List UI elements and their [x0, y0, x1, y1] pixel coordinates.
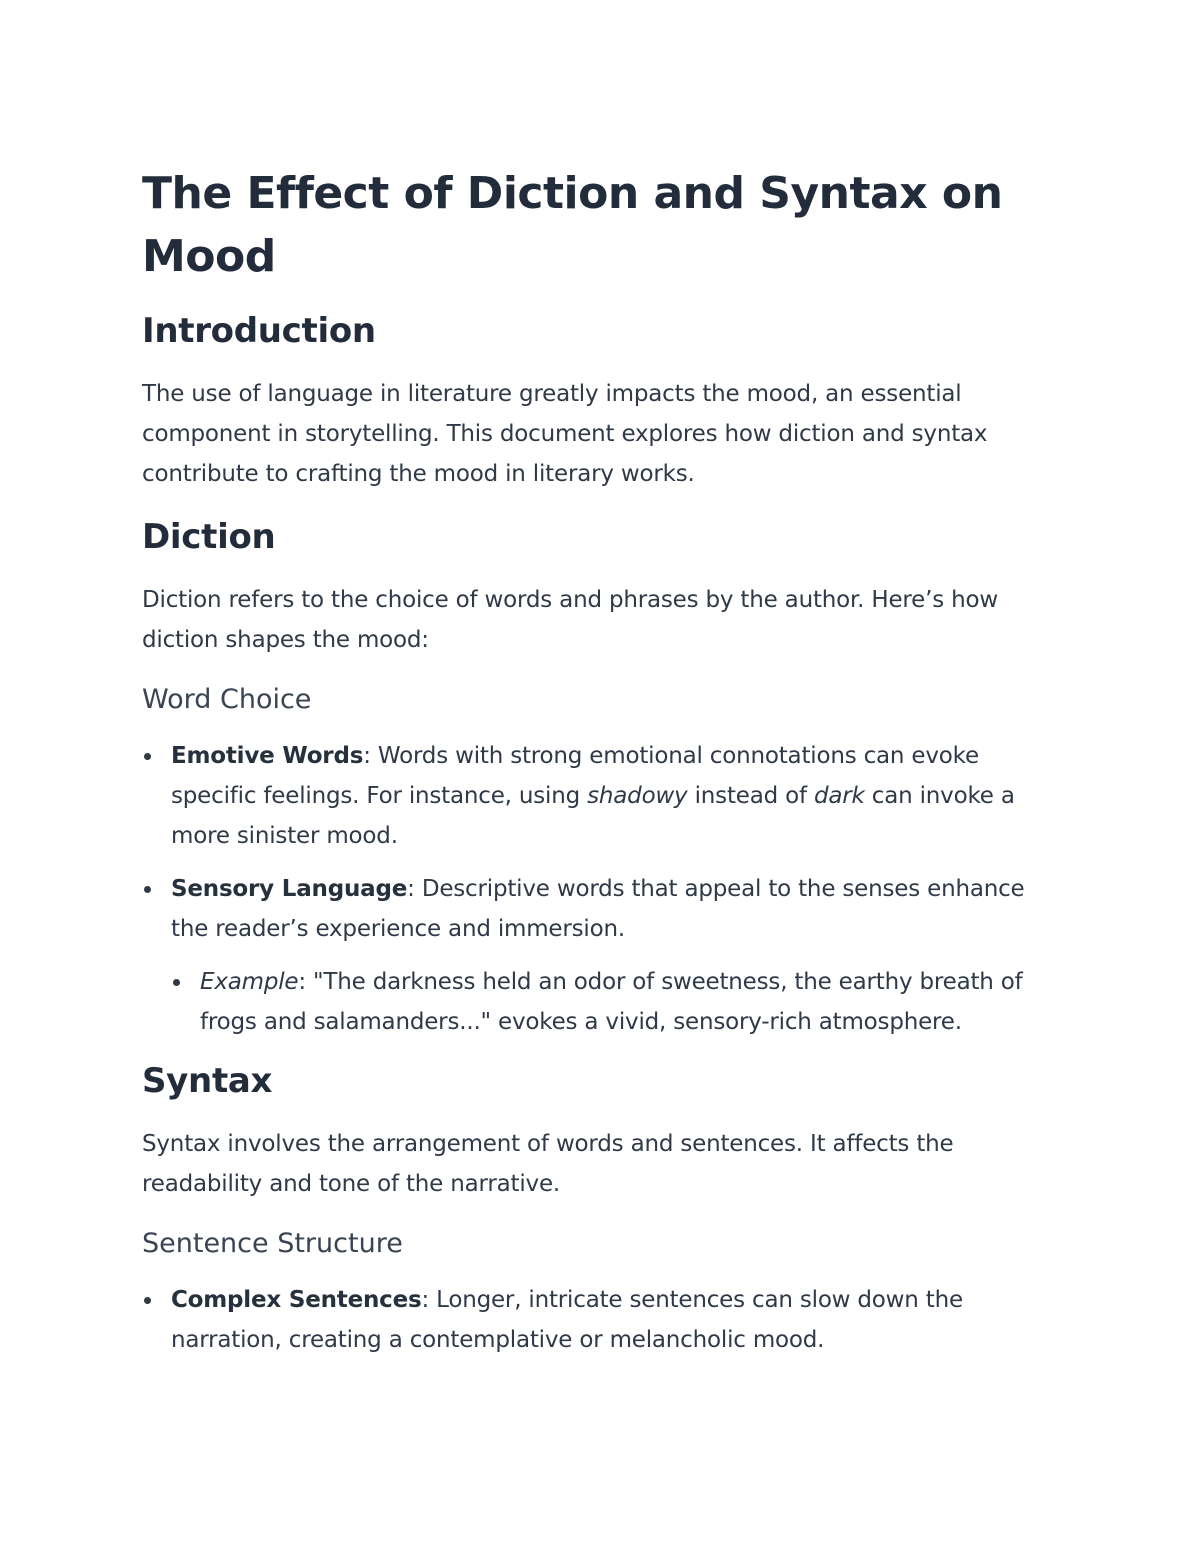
- nested-list: [171, 962, 1060, 1042]
- item-text: : "The darkness held an odor of sweetness, the earthy breath of frogs and salamanders..." evokes a vivid, sensory-rich atmosphere.: [200, 969, 1023, 1035]
- heading-diction: Diction: [142, 517, 276, 557]
- list-item-sensory-language: [142, 869, 1060, 1042]
- emphasis-shadowy: shadowy: [587, 783, 688, 809]
- section-syntax: [142, 1060, 1060, 1360]
- example-label: Example: [200, 969, 299, 995]
- term-complex-sentences: Complex Sentences: [171, 1287, 422, 1313]
- paragraph-diction: Diction refers to the choice of words and phrases by the author. Here’s how diction shapes the mood:: [142, 587, 999, 653]
- emphasis-dark: dark: [814, 783, 865, 809]
- list-item-emotive-words: [142, 736, 1060, 856]
- heading-syntax: Syntax: [142, 1061, 273, 1101]
- page-title: The Effect of Diction and Syntax on Mood: [142, 168, 1003, 282]
- term-emotive-words: Emotive Words: [171, 743, 364, 769]
- item-text: instead of: [687, 783, 814, 809]
- paragraph-introduction: The use of language in literature greatly impacts the mood, an essential component in storytelling. This document explores how diction and syntax contribute to crafting the mood in literary works.: [142, 381, 988, 487]
- section-diction: [142, 516, 1060, 1042]
- paragraph-syntax: Syntax involves the arrangement of words and sentences. It affects the readability and tone of the narrative.: [142, 1131, 954, 1197]
- item-text: : Longer, intricate sentences can slow down the narration, creating a contemplative or melancholic mood.: [171, 1287, 963, 1353]
- section-introduction: [142, 310, 1060, 494]
- list-sentence-structure: [142, 1280, 1060, 1360]
- item-text: : Descriptive words that appeal to the senses enhance the reader’s experience and immersion.: [171, 876, 1025, 942]
- subheading-word-choice: Word Choice: [142, 684, 312, 715]
- item-text: can invoke a more sinister mood.: [171, 783, 1015, 849]
- list-word-choice: [142, 736, 1060, 1042]
- list-item-example: [171, 962, 1060, 1042]
- heading-introduction: Introduction: [142, 311, 376, 351]
- item-text: : Words with strong emotional connotations can evoke specific feelings. For instance, using: [171, 743, 979, 809]
- list-item-complex-sentences: [142, 1280, 1060, 1360]
- subheading-sentence-structure: Sentence Structure: [142, 1228, 403, 1259]
- term-sensory-language: Sensory Language: [171, 876, 408, 902]
